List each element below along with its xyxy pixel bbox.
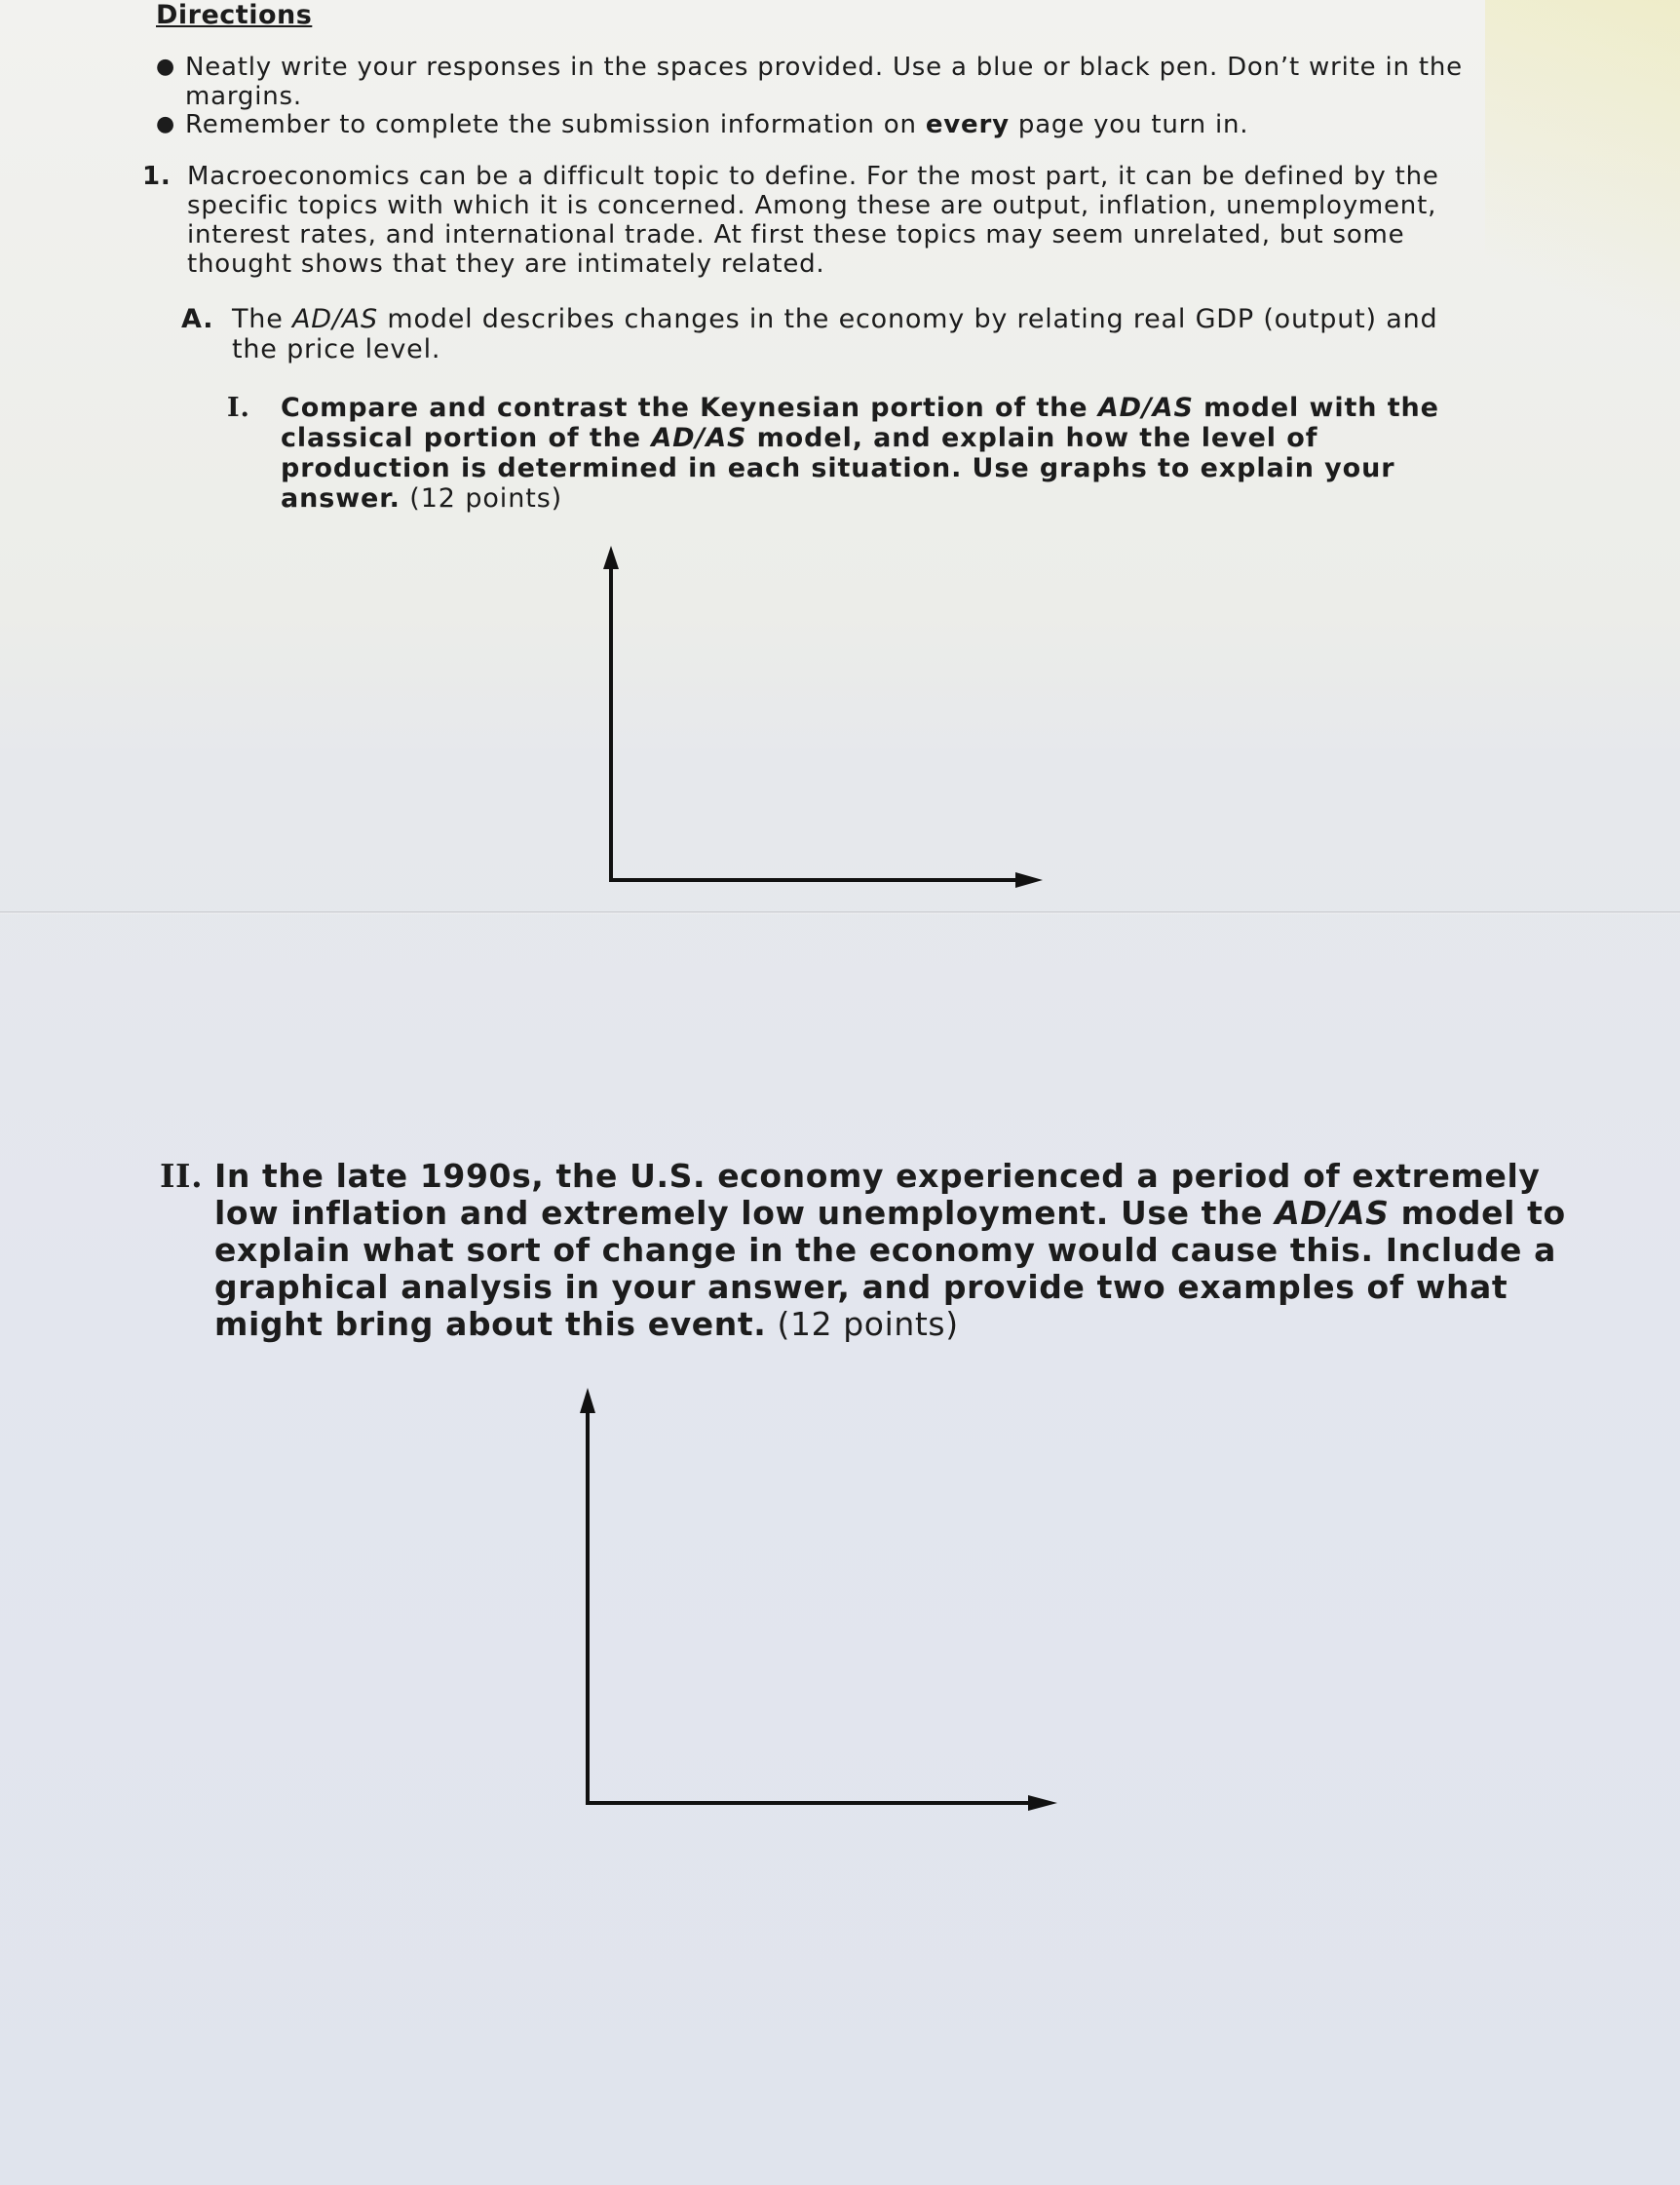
- direction-bullet: [156, 53, 1481, 111]
- question-part-ii: [160, 1157, 1579, 1343]
- part-i-text-3: model, and explain how the level of production is determined in each situation. Use graphs to explain your answer.: [281, 423, 1395, 514]
- answer-graph-2: [570, 1386, 1067, 1815]
- part-i-label: I.: [227, 393, 250, 423]
- bullet-dot-icon: ●: [156, 112, 175, 136]
- part-ii-text: In the late 1990s, the U.S. economy experienced a period of extremely low inflation and extremely low unemployment. Use the: [214, 1157, 1541, 1232]
- part-ii-label: II.: [160, 1157, 204, 1195]
- question-1: [142, 162, 1493, 279]
- question-part-a: [181, 304, 1470, 364]
- part-ii-text-2: model to explain what sort of change in the economy would cause this. Include a graphical analysis in your answer, and provide two examples of what might bring about this event.: [214, 1194, 1566, 1343]
- bullet-emphasis: every: [925, 110, 1010, 139]
- part-i-model-2: AD/AS: [651, 423, 747, 453]
- part-i-model: AD/AS: [1097, 393, 1194, 423]
- y-axis-arrow-icon: [580, 1388, 595, 1413]
- direction-bullet: [156, 110, 1481, 139]
- x-axis-arrow-icon: [1015, 872, 1043, 888]
- paper-tint: [1485, 0, 1680, 409]
- y-axis-arrow-icon: [603, 546, 619, 569]
- question-text: Macroeconomics can be a difficult topic to define. For the most part, it can be defined by the specific topics with which it is concerned. Among these are output, inflation, unemployment, interest rates, and international trade. At first these topics may seem unrelated, but some thought shows that they are intimately related.: [187, 162, 1439, 279]
- bullet-text-end: page you turn in.: [1009, 110, 1249, 139]
- part-a-model: AD/AS: [292, 304, 378, 334]
- part-ii-model: AD/AS: [1275, 1194, 1390, 1232]
- part-i-points: (12 points): [400, 483, 563, 514]
- part-a-text: The: [232, 304, 292, 334]
- x-axis-arrow-icon: [1028, 1795, 1057, 1811]
- paper-fold: [0, 911, 1680, 914]
- part-ii-points: (12 points): [766, 1305, 959, 1343]
- answer-graph-1: [594, 544, 1052, 895]
- bullet-text: Neatly write your responses in the spaces provided. Use a blue or black pen. Don’t write in the margins.: [185, 53, 1463, 111]
- bullet-text: Remember to complete the submission information on: [185, 110, 926, 139]
- part-a-text-rest: model describes changes in the economy by relating real GDP (output) and the price level.: [232, 304, 1438, 364]
- part-a-label: A.: [181, 304, 214, 334]
- part-i-text-2: model with the classical portion of the: [281, 393, 1439, 453]
- question-number: 1.: [142, 162, 172, 191]
- bullet-dot-icon: ●: [156, 55, 175, 79]
- directions-heading: Directions: [156, 0, 313, 30]
- part-i-text: Compare and contrast the Keynesian portion of the: [281, 393, 1098, 423]
- question-part-i: [227, 393, 1479, 514]
